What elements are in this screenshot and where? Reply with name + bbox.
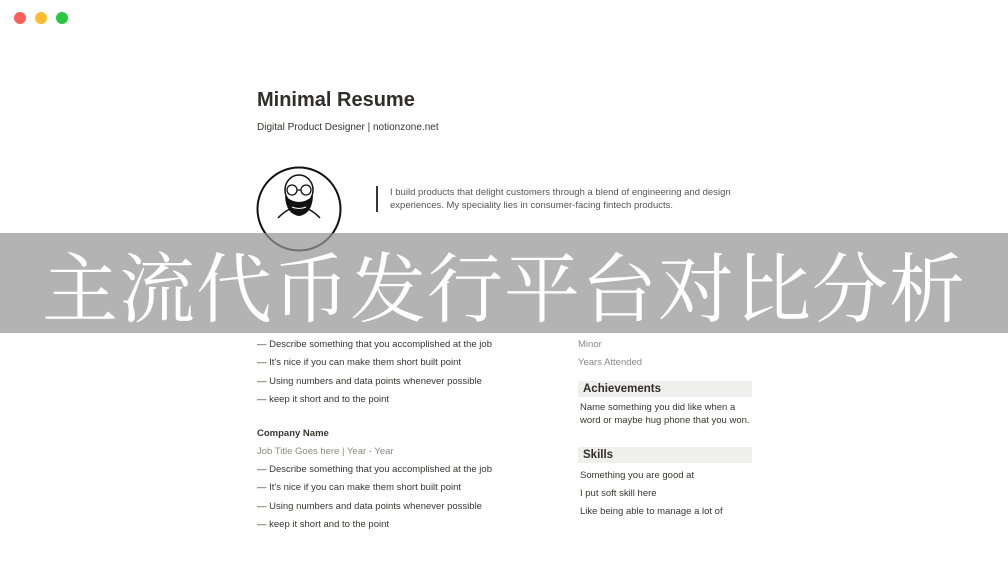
skill-item: Something you are good at: [580, 469, 695, 481]
title-banner: [0, 233, 1008, 333]
bio-quote: I build products that delight customers through a blend of engineering and design experiences. My speciality lies in consumer-facing fintech products.: [376, 186, 770, 212]
education-years: Years Attended: [578, 357, 643, 369]
sidebar-column: [578, 336, 752, 521]
maximize-window-button[interactable]: [56, 12, 68, 24]
experience-bullet: — It's nice if you can make them short built point: [257, 482, 462, 494]
job-title: Job Title Goes here | Year - Year: [257, 446, 394, 458]
achievements-heading: Achievements: [578, 381, 752, 397]
experience-column: [257, 336, 557, 534]
window-controls: [14, 12, 68, 24]
company-name: Company Name: [257, 428, 329, 440]
experience-bullet: — It's nice if you can make them short built point: [257, 357, 462, 369]
close-window-button[interactable]: [14, 12, 26, 24]
achievements-text: Name something you did like when a word or maybe hug phone that you won.: [580, 401, 750, 426]
experience-bullet: — Describe something that you accomplished at the job: [257, 339, 492, 350]
skills-heading: Skills: [578, 447, 752, 463]
experience-bullet: — Describe something that you accomplished at the job: [257, 464, 492, 476]
experience-bullet: — Using numbers and data points whenever possible: [257, 500, 482, 512]
minimize-window-button[interactable]: [35, 12, 47, 24]
page-title: Minimal Resume: [257, 89, 415, 111]
skill-item: Like being able to manage a lot of: [580, 505, 723, 517]
skill-item: I put soft skill here: [580, 487, 657, 499]
experience-bullet: — keep it short and to the point: [257, 519, 390, 531]
education-minor: Minor: [578, 339, 602, 350]
experience-bullet: — keep it short and to the point: [257, 393, 390, 405]
page-subtitle: Digital Product Designer | notionzone.net: [257, 122, 439, 133]
banner-text: 主流代币发行平台对比分析: [42, 244, 966, 334]
experience-bullet: — Using numbers and data points whenever possible: [257, 375, 482, 387]
